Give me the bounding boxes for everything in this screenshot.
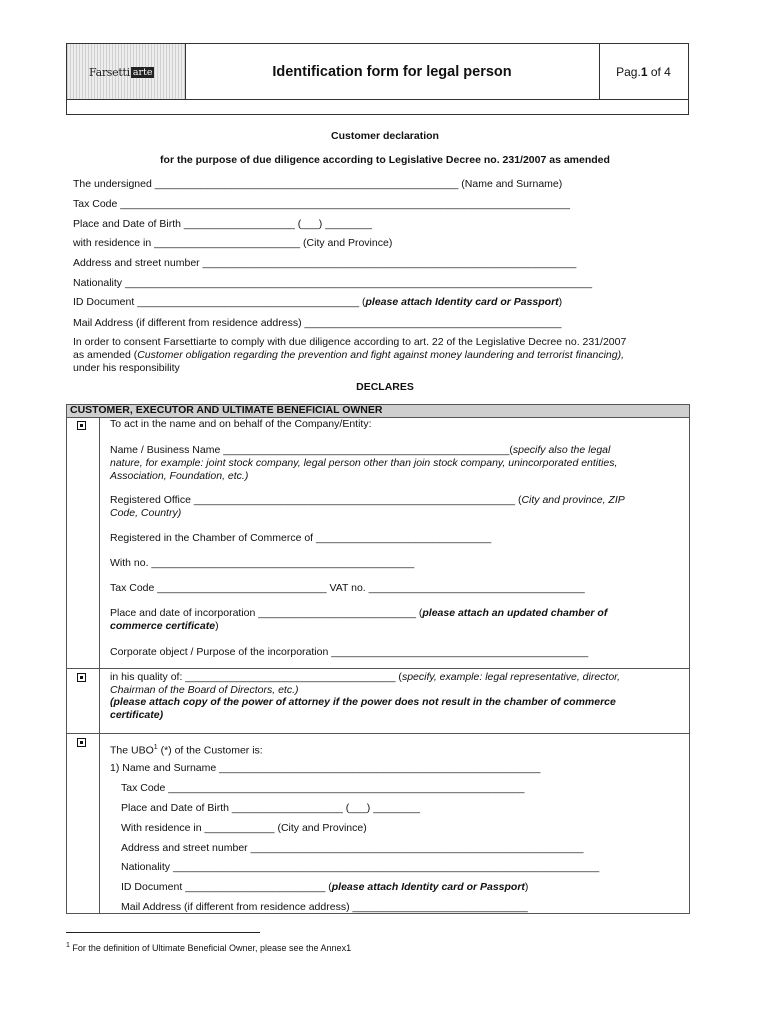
form-header [66, 43, 689, 115]
incorporation-label: Place and date of incorporation ___________________________ ( [110, 607, 423, 619]
ubo-id-document-close: ) [524, 881, 529, 893]
incorporation-note: please attach an updated chamber of [422, 607, 608, 619]
ubo-id-document-label: ID Document ________________________ ( [121, 881, 332, 893]
ubo-label: The UBO [110, 744, 154, 757]
page-prefix: Pag. [616, 64, 641, 79]
ubo-residence-field[interactable]: With residence in ____________ (City and Province) [121, 822, 367, 834]
chamber-number-field[interactable]: With no. _____________________________________________ [110, 557, 415, 569]
incorporation-note-text: commerce certificate [110, 620, 216, 632]
corporate-purpose-field[interactable]: Corporate object / Purpose of the incorporation ____________________________________________ [110, 646, 589, 658]
business-name-note-3: Association, Foundation, etc.) [110, 470, 249, 482]
consent-text: as amended ( [73, 349, 138, 361]
ubo-address-field[interactable]: Address and street number _________________________________________________________ [121, 842, 584, 854]
consent-line-1: In order to consent Farsettiarte to comply with due diligence according to art. 22 of the Legislative Decree no. 231/2007 [73, 336, 627, 348]
ubo-id-document-note: please attach Identity card or Passport [331, 881, 525, 893]
ubo-birth-field[interactable]: Place and Date of Birth ___________________ (___) ________ [121, 802, 420, 814]
ubo-footnote-ref[interactable]: 1 [153, 744, 158, 751]
checkbox-ubo[interactable] [77, 738, 86, 747]
address-field[interactable]: Address and street number ________________________________________________________________ [73, 257, 577, 269]
ubo-tax-code-field[interactable]: Tax Code _____________________________________________________________ [121, 782, 525, 794]
undersigned-field[interactable]: The undersigned ____________________________________________________ (Name and Surname) [73, 178, 563, 190]
page-number: 1 [640, 64, 648, 79]
registered-office-field[interactable] [110, 494, 625, 507]
id-document-field[interactable] [73, 296, 562, 309]
logo-text-arte: arte [132, 66, 153, 78]
page-suffix: of 4 [647, 64, 671, 79]
business-name-field[interactable] [110, 444, 610, 457]
birth-field[interactable]: Place and Date of Birth ___________________ (___) ________ [73, 218, 372, 230]
incorporation-note-close: ) [215, 620, 219, 632]
consent-line-3: under his responsibility [73, 362, 180, 374]
logo-cell [67, 44, 186, 99]
declares-heading: DECLARES [356, 381, 414, 393]
business-name-note: specify also the legal [512, 444, 611, 456]
row-divider [67, 733, 689, 734]
checkbox-column-divider [99, 417, 100, 913]
act-on-behalf-label: To act in the name and on behalf of the Company/Entity: [110, 418, 372, 430]
business-name-label: Name / Business Name _________________________________________________( [110, 444, 513, 456]
ubo-label-end: (*) of the Customer is: [157, 744, 263, 757]
power-of-attorney-note-2: certificate) [110, 709, 164, 721]
registered-office-note-2: Code, Country) [110, 507, 182, 519]
registered-office-label: Registered Office _______________________________________________________ ( [110, 494, 522, 506]
footnote-marker: 1 [66, 942, 70, 949]
quality-note-2: Chairman of the Board of Directors, etc.) [110, 684, 299, 696]
section-heading: Customer declaration [331, 130, 439, 142]
logo-text: Farsetti [89, 65, 130, 79]
ubo-nationality-field[interactable]: Nationality _________________________________________________________________________ [121, 861, 600, 873]
registered-office-note: City and province, ZIP [521, 494, 625, 506]
farsettiarte-logo [89, 64, 154, 80]
incorporation-note-2 [110, 620, 219, 633]
quality-label: in his quality of: ____________________________________ ( [110, 671, 402, 683]
id-document-label: ID Document ______________________________________ ( [73, 296, 366, 308]
consent-line-2 [73, 349, 624, 362]
footnote-rule [66, 932, 260, 933]
tax-code-field[interactable]: Tax Code _____________________________________________________________________________ [73, 198, 570, 210]
section-subheading: for the purpose of due diligence according to Legislative Decree no. 231/2007 as amended [160, 154, 610, 166]
header-row [67, 44, 688, 100]
chamber-field[interactable]: Registered in the Chamber of Commerce of ______________________________ [110, 532, 492, 544]
id-document-close: ) [558, 296, 563, 308]
footnote-text: For the definition of Ultimate Beneficial Owner, please see the Annex1 [69, 943, 352, 953]
quality-note: specify, example: legal representative, director, [401, 671, 621, 683]
nationality-field[interactable]: Nationality ________________________________________________________________________________ [73, 277, 593, 289]
table-header: CUSTOMER, EXECUTOR AND ULTIMATE BENEFICIAL OWNER [70, 404, 383, 416]
business-name-note-2: nature, for example: joint stock company, legal person other than join stock company, unincorporated entities, [110, 457, 618, 469]
checkbox-quality[interactable] [77, 673, 86, 682]
row-divider [67, 668, 689, 669]
consent-italic: Customer obligation regarding the prevention and fight against money laundering and terrorist financing), [137, 349, 625, 361]
form-title: Identification form for legal person [185, 44, 600, 99]
power-of-attorney-note: (please attach copy of the power of attorney if the power does not result in the chamber of commerce [110, 696, 616, 708]
residence-field[interactable]: with residence in _________________________ (City and Province) [73, 237, 393, 249]
mail-address-field[interactable]: Mail Address (if different from residence address) ____________________________________________ [73, 317, 562, 329]
id-document-note: please attach Identity card or Passport [365, 296, 559, 308]
ubo-name-field[interactable]: 1) Name and Surname _______________________________________________________ [110, 762, 541, 774]
quality-field[interactable] [110, 671, 620, 684]
checkbox-act-on-behalf[interactable] [77, 421, 86, 430]
footnote [66, 940, 351, 954]
ubo-heading [110, 741, 263, 758]
tax-vat-field[interactable]: Tax Code _____________________________ VAT no. _____________________________________ [110, 582, 585, 594]
ubo-mail-address-field[interactable]: Mail Address (if different from residence address) ______________________________ [121, 901, 528, 913]
incorporation-field[interactable] [110, 607, 607, 620]
page-indicator [599, 44, 688, 99]
ubo-id-document-field[interactable] [121, 881, 528, 894]
